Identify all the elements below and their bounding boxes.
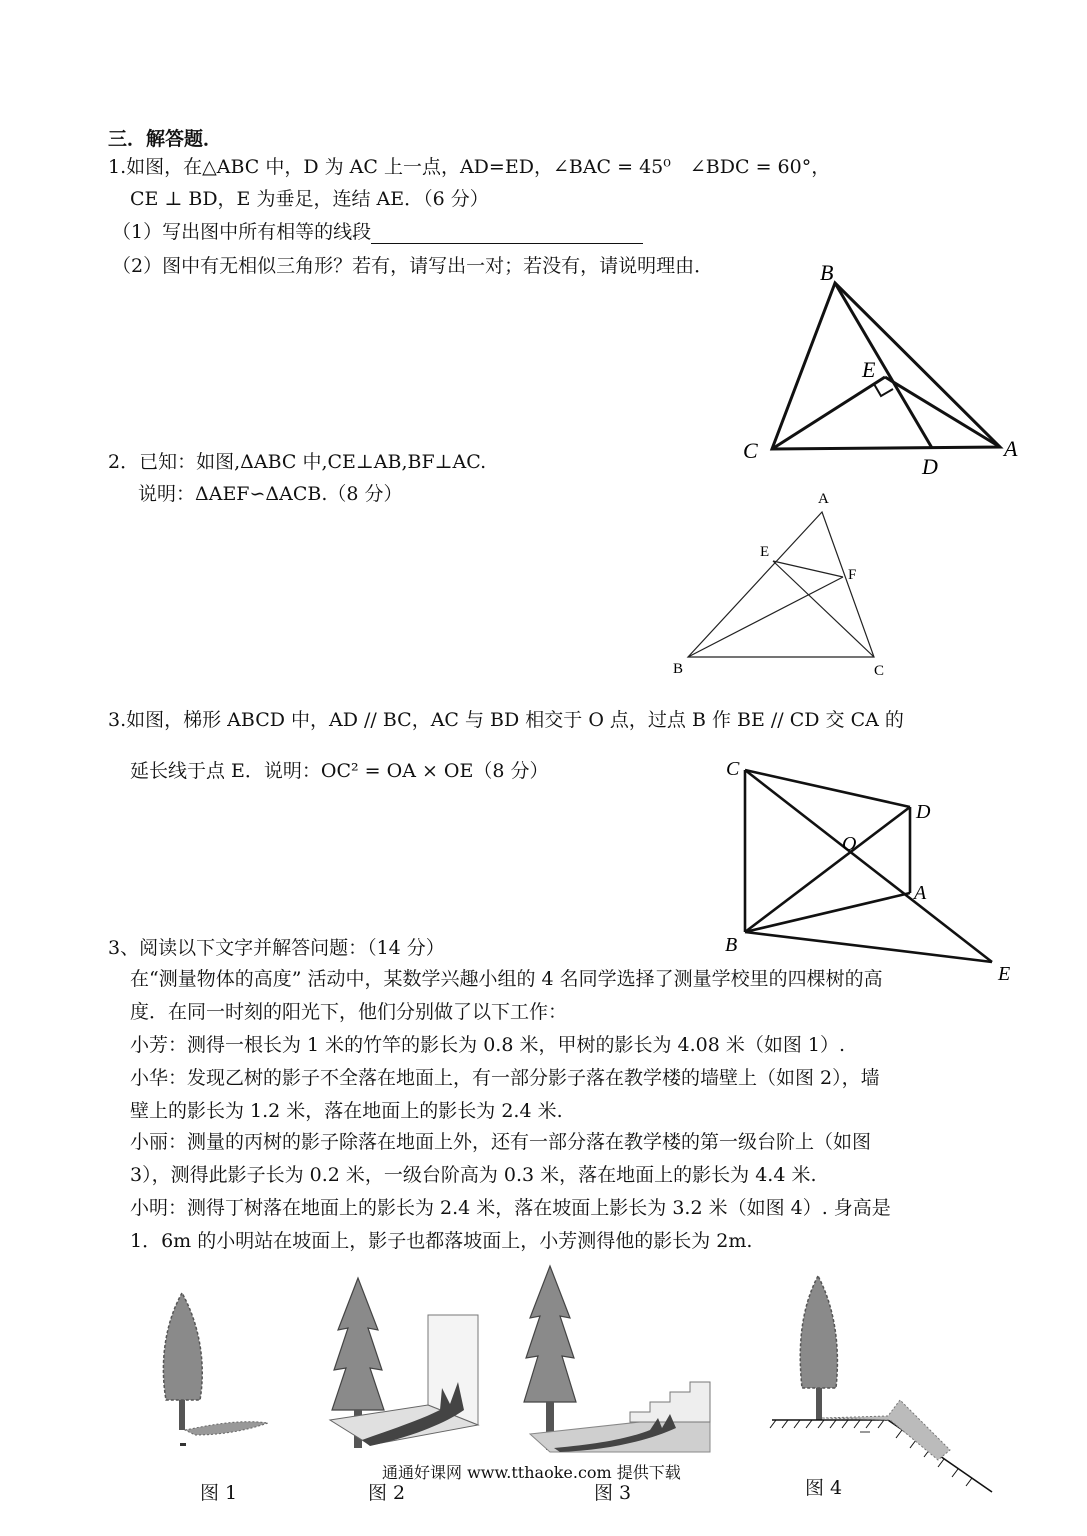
label-a-3: A [914,882,927,904]
label-c-3: C [726,758,740,780]
q4-line-8: 小明：测得丁树落在地面上的影长为 2.4 米，落在坡面上影长为 3.2 米（如图 4）. 身高是 [130,1197,891,1219]
q1-line2: CE ⊥ BD，E 为垂足，连结 AE．（6 分） [130,188,489,210]
pine-crown-3 [524,1266,576,1402]
label-c-2: C [874,663,885,679]
q1-line1: 1.如图，在△ABC 中，D 为 AC 上一点，AD=ED，∠BAC = 45⁰ ∠BDC = 60°， [108,156,831,178]
label-d-3: D [916,801,931,823]
figure-4-tree-slope [770,1270,1000,1495]
q4-line-7: 3），测得此影子长为 0.2 米，一级台阶高为 0.3 米，落在地面上的影长为 4.4 米. [130,1164,817,1186]
q4-line-9: 1．6m 的小明站在坡面上，影子也都落坡面上，小芳测得他的影长为 2m. [130,1230,753,1252]
q4-title: 3、阅读以下文字并解答问题：（14 分） [108,937,445,959]
caption-fig-2: 图 2 [368,1482,406,1504]
q3-line1: 3.如图，梯形 ABCD 中，AD // BC，AC 与 BD 相交于 O 点，过点 B 作 BE // CD 交 CA 的 [108,709,904,731]
slope-shadow [822,1400,950,1460]
caption-fig-4: 图 4 [805,1477,843,1499]
label-e-3: E [998,963,1011,985]
segment-be [745,932,992,962]
pine-crown [332,1278,384,1410]
q2-line1: 2．已知：如图,ΔABC 中,CE⊥AB,BF⊥AC. [108,451,487,473]
label-f-2: F [848,567,857,583]
label-a: A [1004,436,1018,461]
ground-3 [530,1422,710,1452]
label-b: B [820,260,834,285]
label-a-2: A [818,491,829,507]
q3-line2: 延长线于点 E．说明：OC² = OA × OE（8 分） [130,760,549,782]
figure-1-tree [150,1285,290,1465]
label-b-3: B [725,934,738,956]
caption-fig-1: 图 1 [200,1482,238,1504]
q2-line2: 说明：ΔAEF∽ΔACB.（8 分） [138,483,403,505]
q4-line-6: 小丽：测量的丙树的影子除落在地面上外，还有一部分落在教学楼的第一级台阶上（如图 [130,1131,872,1153]
q1-sub1-text: （1）写出图中所有相等的线段 [112,221,372,243]
label-e-2: E [760,544,770,560]
tree-trunk [179,1400,185,1430]
figure-3-tree-steps [520,1262,720,1467]
tree-crown [163,1293,202,1400]
q4-line-3: 小芳：测得一根长为 1 米的竹竿的影长为 0.8 米，甲树的影长为 4.08 米（如图 1）. [130,1034,846,1056]
q4-line-1: 在“测量物体的高度” 活动中，某数学兴趣小组的 4 名同学选择了测量学校里的四棵树的高 [130,968,883,990]
tree-trunk-4 [816,1388,822,1420]
q4-line-4: 小华：发现乙树的影子不全落在地面上，有一部分影子落在教学楼的墙壁上（如图 2），墙 [130,1067,880,1089]
label-b-2: B [673,661,684,677]
label-e: E [862,357,876,382]
caption-fig-3: 图 3 [594,1482,632,1504]
tree-crown-4 [800,1276,837,1388]
footer-text: 通通好课网 www.tthaoke.com 提供下载 [382,1463,681,1482]
q1-sub2: （2）图中有无相似三角形？若有，请写出一对；若没有，请说明理由． [112,255,714,277]
section-title: 三．解答题． [108,128,223,150]
q4-line-5: 壁上的影长为 1.2 米，落在地面上的影长为 2.4 米. [130,1100,563,1122]
figure-2-tree-wall [330,1270,490,1470]
label-o-3: O [842,833,857,855]
tree-shadow [185,1422,268,1435]
label-c: C [743,438,758,463]
label-d: D [922,454,938,479]
q4-line-2: 度．在同一时刻的阳光下，他们分别做了以下工作： [130,1001,568,1023]
